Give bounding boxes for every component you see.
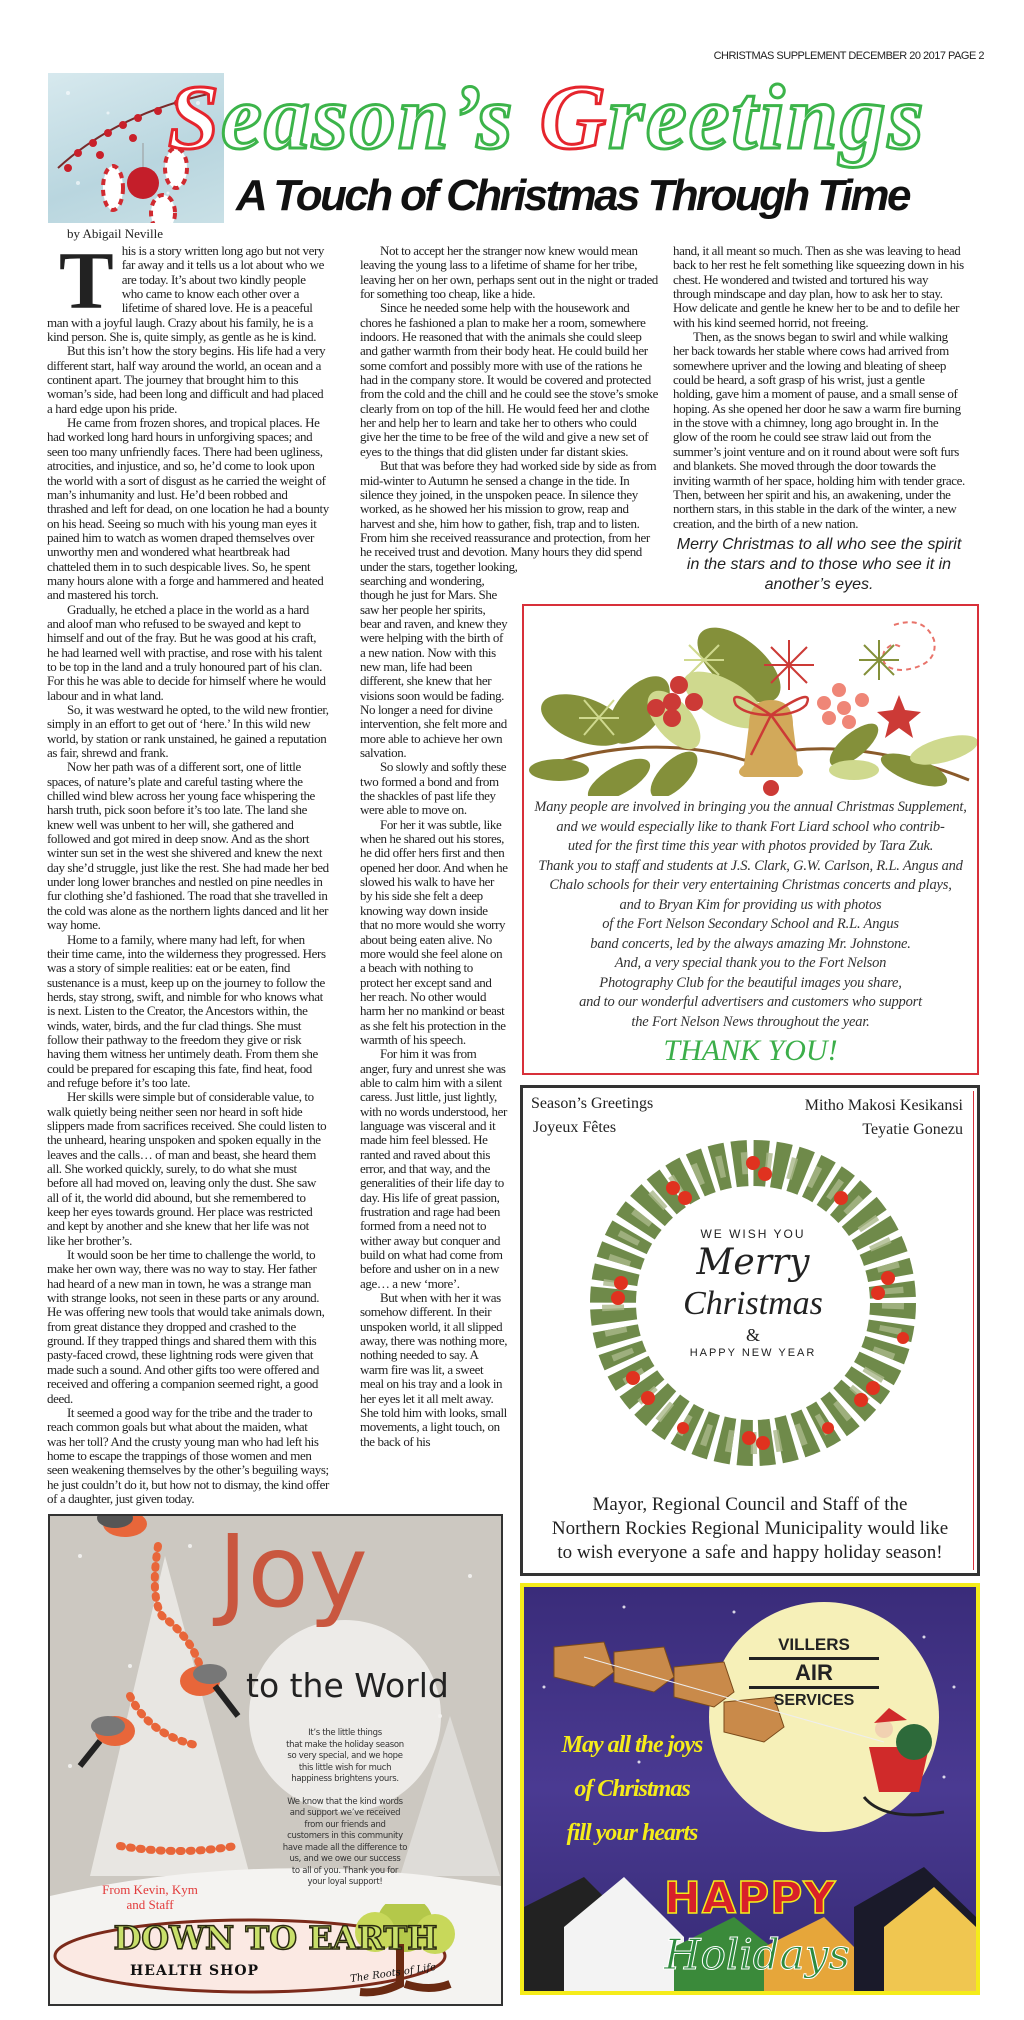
- banner-text-season: eason’s: [221, 66, 540, 168]
- article-paragraph: Home to a family, where many had left, for when their time came, into the wilderness they progressed. Hers was a story of simple realities: eat or be eaten, find sustenance is a must, keep up on the journey to follow the herds, stay strong, swift, and nimble for who knows what is next. Listen to the Creator, the Ancestors within, the winds, water, birds, and the fur clad things. She must follow their pathway to the freedom they give or risk having them witness her untimely death. From them she could be prepared for escaping this fate, find heat, food and refuge before it’s too late.: [47, 931, 326, 1090]
- text-line: Northern Rockies Regional Municipality would like: [551, 1518, 949, 1539]
- municipality-greeting-ad: [520, 1085, 980, 1576]
- logo-services: SERVICES: [773, 1692, 855, 1709]
- down-to-earth-ad: [48, 1514, 503, 2006]
- text-line: uted for the first time this year with photos provided by Tara Zuk.: [567, 838, 934, 854]
- text-line: customers in this community: [287, 1831, 403, 1841]
- supplement-header: CHRISTMAS SUPPLEMENT DECEMBER 20 2017 PAGE 2: [713, 50, 984, 62]
- text-line: fill your hearts: [566, 1820, 698, 1846]
- greeting-english: Season’s Greetings: [531, 1095, 654, 1112]
- joy-heading: Joy: [218, 1514, 368, 1630]
- article-paragraph: For her it was subtle, like when he shared out his stores, he did offer hers first and then opened her door. And when he slowed his walk to have her by his side she felt a deep knowing way down inside that no more would she worry about being eaten alive. No more would she feel alone on a beach with nothing to protect her except sand and her reach. No other would harm her no mankind or beast as she felt his protection in the warmth of his speech.: [360, 816, 508, 1047]
- greeting-dene: Teyatie Gonezu: [862, 1121, 963, 1138]
- text-line: and to our wonderful advertisers and customers who support: [579, 994, 922, 1010]
- merry-christmas-logo: [658, 1226, 848, 1361]
- article-paragraph: It would soon be her time to challenge the world, to make her own way, there was no way to stay. Her father had heard of a new man in town, he was a strange man with strange looks, not seen in these parts or any around. He was offering new tools that would take animals down, from great distance they dropped and crashed to the ground. If they trapped things and shared them with this pasty-faced crowd, these lightning rods were given that made such a sound. And other gifts too were offered and received and offering a companion seemed right, a good deed.: [47, 1247, 325, 1406]
- article-paragraph: It seemed a good way for the tribe and the trader to reach common goals but what about the maiden, what was her toll? And the crusty young man who had left his home to escape the trappings of those women and men seen weakening themselves by the other’s beguiling ways; he just couldn’t do it, but how not to dismay, the kind offer of a daughter, just given today.: [47, 1404, 329, 1506]
- christmas-text: Christmas: [683, 1285, 823, 1322]
- article-paragraph: So slowly and softly these two formed a bond and from the shackles of past life they were able to move on.: [360, 759, 507, 818]
- text-line: We know that the kind words: [287, 1796, 403, 1807]
- text-line: and to Bryan Kim for providing us with photos: [619, 896, 882, 913]
- text-line: of Christmas: [574, 1776, 690, 1802]
- text-line: happiness brightens yours.: [291, 1774, 399, 1784]
- article-paragraph: He came from frozen shores, and tropical places. He had worked long hard hours in unforgiving spaces; and seen too many unfriendly faces. There had been ugliness, atrocities, and injustice, and so, he’d come to look upon the world with a sort of disgust as he carried the weight of man’s inhumanity and lust. He’d been robbed and thrashed and left for dead, on one location he had a bounty on his head. Seeing so much with his young man eyes it pained him to watch as women draped themselves over unworthy men and wondered what heartbreak had chatteled them in to such despicable lives. So, he spent many hours alone with a forge and hammered and heated and mastered his torch.: [47, 415, 329, 603]
- from-line: and Staff: [126, 1897, 174, 1912]
- logo-villers: VILLERS: [778, 1635, 850, 1654]
- article-paragraph: Now her path was of a different sort, one of little spaces, of nature’s plate and careful tasting where the chilled wind blew across her young face whispering the harsh truth, pick soon before it’s too late. The land she knew well was unbent to her will, she gathered and followed and got mired in deep snow. And as the short winter sun set in the west she shivered and knew the next day she’d struggle, just like the rest. She had made her bed under long lower branches and nestled on pine needles in fur clothing she’d fashioned. The road that she travelled in the cold was alone as the northern lights danced and lit her way home.: [47, 759, 329, 933]
- article-paragraph: Her skills were simple but of considerable value, to walk quietly being neither seen nor heard in soft hide slippers made from sacrifices received. She could listen to the unheard, hearing unspoken and spoken equally in the leaves and the calls… of man and beast, she heard them all. She worked quickly, surely, to do what she must before all had moved on, leaving only the dust. She saw all of it, the world did abound, but she remembered to keep her eyes towards ground. Her place was restricted and kept by another and she knew that her life was not like her brother’s.: [47, 1089, 327, 1248]
- text-line: It’s the little things: [308, 1728, 382, 1738]
- from-line: From Kevin, Kym: [102, 1882, 198, 1897]
- text-line: this little wish for much: [298, 1762, 392, 1773]
- text-line: Photography Club for the beautiful images you share,: [599, 974, 902, 991]
- text-line: band concerts, led by the always amazing Mr. Johnstone.: [590, 935, 911, 952]
- ampersand-text: &: [745, 1325, 760, 1345]
- article-headline: A Touch of Christmas Through Time: [236, 171, 909, 220]
- we-wish-you-text: WE WISH YOU: [700, 1227, 806, 1241]
- closing-message: Merry Christmas to all who see the spirit in the stars and to those who see it in another’s eyes.: [676, 535, 962, 593]
- greeting-cree: Mitho Makosi Kesikansi: [804, 1097, 963, 1114]
- happy-text: HAPPY: [664, 1873, 837, 1924]
- banner-initial-s: S: [168, 66, 222, 168]
- logo-main-text: DOWN TO EARTH: [113, 1919, 438, 1957]
- article-column-1: [47, 235, 329, 1506]
- article-paragraph: his is a story written long ago but not very far away and it tells us a lot about who we are today. It’s about two kindly people who came to know each other over a lifetime of shared love. He is a peaceful man with a joyful laugh. Crazy about his family, he is a kind person. She is, quite simply, as gentle as he is kind.: [47, 243, 324, 345]
- text-line: your loyal support!: [307, 1877, 383, 1887]
- villers-air-logo: [739, 1635, 889, 1711]
- logo-tagline: The Roots of Life: [349, 1962, 437, 1985]
- text-line: Chalo schools for their very entertaining Christmas concerts and plays,: [549, 877, 952, 893]
- text-line: so very special, and we hope: [287, 1751, 403, 1761]
- article-paragraph: Since he needed some help with the housework and chores he fashioned a plan to make her a room, somewhere indoors. He reasoned that with the animals she could sleep and gather warmth from their body heat. He could build her some comfort and possibly more with use of the rations he had in the company store. It would be covered and protected from the cold and the chill and he could see the stove’s smoke clearly from on top of the hill. He would feed her and clothe her and help her to learn and take her to others who could give her the time to be free of the wild and give a new set of eyes to the things that did glisten under far distant skies.: [360, 300, 658, 459]
- to-the-world-heading: to the World: [246, 1666, 449, 1705]
- byline: by Abigail Neville: [67, 226, 164, 241]
- article-column-3: [673, 244, 965, 595]
- text-line: May all the joys: [561, 1732, 703, 1758]
- joy-bubble-text: [258, 1728, 432, 1889]
- villers-air-ad: [520, 1583, 980, 1995]
- paragraph-continuation: searching and wondering, though he just for Mars. She saw her people her spirits, bear and raven, and knew they were helping with the birth of a new nation. Now with this new man, life had been different, she knew that her visions soon would be fading. No longer a need for divine intervention, she felt more and more able to achieve her own salvation.: [360, 572, 508, 761]
- thank-you-message: [524, 798, 977, 1032]
- article-paragraph: But that was before they had worked side by side as from mid-winter to Autumn he sensed a change in the tide. In silence they joined, in the unspoken peace. In silence they worked, as he showed her his mission to grow, reap and harvest and she, him how to gather, fish, trap and to listen. From him she received reassurance and protection, from her he received trust and devotion. Many hours they did spend under the stars, together looking,: [360, 458, 657, 574]
- logo-sub-text: HEALTH SHOP: [130, 1963, 260, 1979]
- article-paragraph: But this isn’t how the story begins. His life had a very different start, half way around the world, an ocean and a continent apart. The journey that brought him to this woman’s side, had been long and difficult and had placed a hard edge upon his pride.: [47, 343, 326, 416]
- text-line: and support we’ve received: [289, 1808, 401, 1818]
- article-paragraph: Not to accept her the stranger now knew would mean leaving the young lass to a lifetime of shame for her tribe, leaving her on her own, perhaps sent out in the night or traded for something too cheap, like a hide.: [360, 243, 658, 302]
- logo-air: AIR: [749, 1657, 879, 1689]
- municipality-message: [523, 1493, 977, 1565]
- text-line: to wish everyone a safe and happy holiday season!: [557, 1542, 943, 1563]
- greeting-french: Joyeux Fêtes: [533, 1119, 617, 1136]
- text-line: Many people are involved in bringing you the annual Christmas Supplement,: [534, 799, 967, 815]
- article-column-2-top: [360, 244, 658, 574]
- article-paragraph: For him it was from anger, fury and unrest she was able to calm him with a silent caress. Just little, just lightly, with no words understood, her language was visceral and it made him feel blessed. He ranted and raved about this error, and that way, and the generalities of their life day to day. His life of great passion, frustration and rage had been formed from a need not to wither away but conquer and build on what had come from before and usher on in a new age… a new ‘more’.: [360, 1046, 507, 1291]
- merry-text: Merry: [696, 1242, 810, 1283]
- text-line: to all of you. Thank you for: [291, 1865, 399, 1876]
- seasons-greetings-banner: [168, 62, 926, 172]
- thank-you-notice: [522, 604, 979, 1075]
- text-line: Thank you to staff and students at J.S. Clark, G.W. Carlson, R.L. Angus and: [538, 857, 963, 874]
- text-line: of the Fort Nelson Secondary School and R.L. Angus: [602, 916, 899, 932]
- paragraph-continuation: hand, it all meant so much. Then as she was leaving to head back to her rest he felt something like squeezing down in his chest. He wondered and twisted and tortured his way through mindscape and day plan, how to ask her to stay. How delicate and gentle he knew her to be and to defile her with his kind seemed horrid, not freeing.: [673, 243, 964, 330]
- text-line: that make the holiday season: [286, 1739, 404, 1750]
- text-line: And, a very special thank you to the Fort Nelson: [614, 955, 887, 971]
- thank-you-heading: THANK YOU!: [663, 1034, 838, 1067]
- article-column-2-narrow: [360, 574, 508, 1449]
- drop-cap: T: [59, 235, 114, 326]
- holiday-wish: [534, 1723, 730, 1855]
- text-line: the Fort Nelson News throughout the year.: [631, 1013, 870, 1030]
- banner-initial-g: G: [539, 66, 609, 168]
- holiday-bell-illustration: [524, 610, 977, 796]
- text-line: us, and we owe our success: [289, 1854, 401, 1864]
- article-paragraph: So, it was westward he opted, to the wild new frontier, simply in an effort to get out of ‘here.’ In this wild new world, by station or rank unstained, he gained a reputation as fair, shrewd and frank.: [47, 702, 329, 761]
- holidays-text: Holidays: [664, 1930, 850, 1979]
- text-line: Mayor, Regional Council and Staff of the: [592, 1494, 908, 1515]
- article-paragraph: But when with her it was somehow different. In their unspoken world, it all slipped away, there was nothing more, nothing needed to say. A warm fire was lit, a sweet meal on his tray and a look in her eyes let it all melt away. She told him with looks, small movements, a light touch, on the back of his: [360, 1290, 508, 1449]
- article-paragraph: Gradually, he etched a place in the world as a hard and aloof man who refused to be swayed and kept to himself and out of the fray. But he was good at his craft, he had learned well with practise, and rose with his talent to be top in the land and a truly honoured part of his clan. For this he was able to decide for himself where he would labour and in what land.: [47, 601, 326, 703]
- text-line: and we would especially like to thank Fort Liard school who contrib-: [556, 818, 945, 835]
- banner-text-greetings: reetings: [608, 66, 926, 168]
- article-paragraph: Then, as the snows began to swirl and while walking her back towards her stable where cows had arrived from somewhere upriver and the lowing and bleating of sheep could be heard, a soft grasp of his wrist, just a gentle holding, gave him a moment of pause, and a small sense of hoping. As she opened her door he saw a warm fire burning in the stove with a chimney, long ago brought in. In the glow of the room he could see straw laid out from the summer’s joint venture and on it round about were soft furs and blankets. She moved through the door towards the inviting warmth of her space, holding him with tender grace. Then, between her spirit and his, an awakening, under the northern stars, in this stable in the dark of the winter, a new creation, and the birth of a new nation.: [673, 329, 965, 531]
- text-line: from our friends and: [304, 1819, 386, 1830]
- text-line: have made all the difference to: [282, 1842, 408, 1853]
- happy-new-year-text: HAPPY NEW YEAR: [689, 1347, 817, 1359]
